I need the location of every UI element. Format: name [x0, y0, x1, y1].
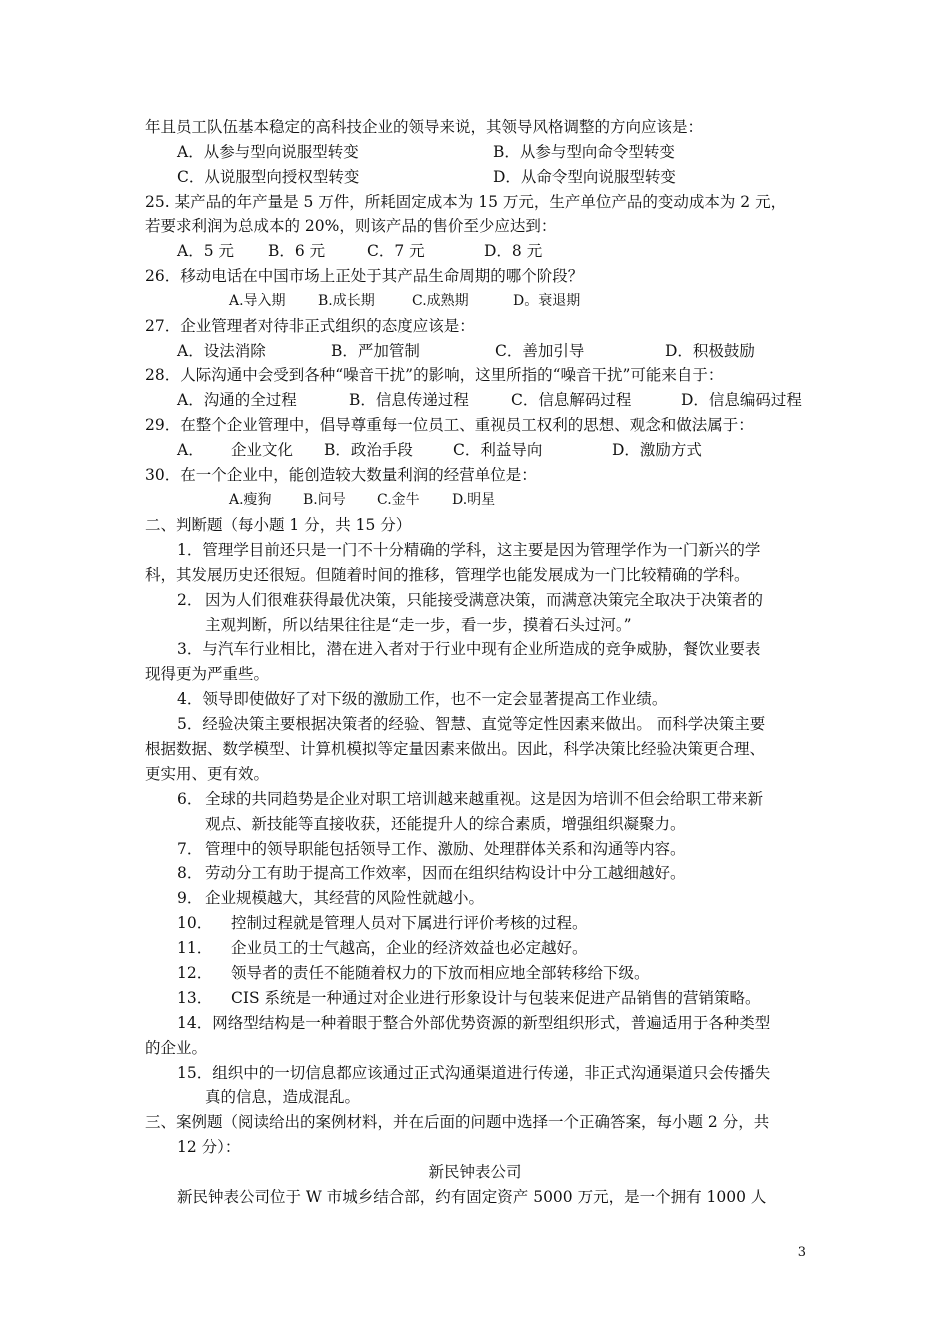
- judgment-number: 10．: [177, 914, 213, 932]
- page-number: 3: [797, 1245, 806, 1260]
- question-25: 25. 某产品的年产量是 5 万件，所耗固定成本为 15 万元，生产单位产品的变动成本为 2 元，: [145, 193, 787, 211]
- judgment-item: CIS 系统是一种通过对企业进行形象设计与包装来促进产品销售的营销策略。: [231, 989, 761, 1007]
- judgment-item: 科，其发展历史还很短。但随着时间的推移，管理学也能发展成为一门比较精确的学科。: [145, 566, 750, 584]
- option-a: A.导入期: [229, 293, 286, 309]
- judgment-item: 全球的共同趋势是企业对职工培训越来越重视。这是因为培训不但会给职工带来新: [205, 790, 764, 808]
- option-c: C．从说服型向授权型转变: [177, 168, 360, 186]
- option-d: D。衰退期: [513, 293, 581, 309]
- option-b: B.问号: [303, 492, 346, 508]
- text-line: 年且员工队伍基本稳定的高科技企业的领导来说，其领导风格调整的方向应该是：: [145, 118, 704, 136]
- judgment-number: 13．: [177, 989, 213, 1007]
- judgment-number: 8．: [177, 864, 203, 882]
- question-26: 26．移动电话在中国市场上正处于其产品生命周期的哪个阶段？: [145, 267, 584, 285]
- judgment-item: 劳动分工有助于提高工作效率，因而在组织结构设计中分工越细越好。: [205, 864, 686, 882]
- judgment-item: 根据数据、数学模型、计算机模拟等定量因素来做出。因此，科学决策比经验决策更合理、: [145, 740, 766, 758]
- option-b: B.成长期: [318, 293, 375, 309]
- judgment-item: 真的信息，造成混乱。: [205, 1088, 361, 1106]
- option-d: D．激励方式: [612, 441, 702, 459]
- judgment-item: 企业规模越大，其经营的风险性就越小。: [205, 889, 485, 907]
- judgment-item: 4．领导即使做好了对下级的激励工作，也不一定会显著提高工作业绩。: [177, 690, 668, 708]
- option-b: B．严加管制: [331, 342, 420, 360]
- judgment-item: 主观判断，所以结果往往是“走一步，看一步，摸着石头过河。”: [205, 616, 632, 634]
- judgment-item: 5．经验决策主要根据决策者的经验、智慧、直觉等定性因素来做出。 而科学决策主要: [177, 715, 766, 733]
- judgment-item: 14．网络型结构是一种着眼于整合外部优势资源的新型组织形式，普遍适用于各种类型: [177, 1014, 771, 1032]
- judgment-item: 企业员工的士气越高，企业的经济效益也必定越好。: [231, 939, 588, 957]
- judgment-number: 6．: [177, 790, 203, 808]
- option-c: C．7 元: [367, 242, 425, 260]
- question-27: 27．企业管理者对待非正式组织的态度应该是：: [145, 317, 475, 335]
- option-a-marker: A．: [177, 441, 204, 459]
- option-b: B．信息传递过程: [349, 391, 469, 409]
- option-a: A．从参与型向说服型转变: [177, 143, 359, 161]
- option-c: C．利益导向: [453, 441, 543, 459]
- judgment-item: 1．管理学目前还只是一门不十分精确的学科，这主要是因为管理学作为一门新兴的学: [177, 541, 761, 559]
- option-d: D．从命令型向说服型转变: [493, 168, 676, 186]
- section-heading: 二、判断题（每小题 1 分，共 15 分）: [145, 516, 412, 534]
- case-title: 新民钟表公司: [428, 1163, 522, 1181]
- option-b: B．从参与型向命令型转变: [493, 143, 675, 161]
- judgment-item: 的企业。: [145, 1039, 208, 1057]
- option-a: A．沟通的全过程: [177, 391, 297, 409]
- judgment-item: 观点、新技能等直接收获，还能提升人的综合素质，增强组织凝聚力。: [205, 815, 686, 833]
- judgment-item: 更实用、更有效。: [145, 765, 270, 783]
- question-30: 30．在一个企业中，能创造较大数量利润的经营单位是：: [145, 466, 537, 484]
- section-heading: 12 分）：: [177, 1138, 241, 1156]
- option-a: A．5 元: [177, 242, 234, 260]
- option-c: C．信息解码过程: [511, 391, 632, 409]
- option-a-text: 企业文化: [231, 441, 294, 459]
- judgment-item: 控制过程就是管理人员对下属进行评价考核的过程。: [231, 914, 588, 932]
- question-29: 29．在整个企业管理中，倡导尊重每一位员工、重视员工权利的思想、观念和做法属于：: [145, 416, 754, 434]
- text-line: 若要求利润为总成本的 20%，则该产品的售价至少应达到：: [145, 217, 557, 235]
- option-b: B．政治手段: [324, 441, 413, 459]
- option-d: D．积极鼓励: [665, 342, 755, 360]
- judgment-number: 2．: [177, 591, 203, 609]
- judgment-number: 12．: [177, 964, 213, 982]
- judgment-item: 15．组织中的一切信息都应该通过正式沟通渠道进行传递，非正式沟通渠道只会传播失: [177, 1064, 771, 1082]
- question-28: 28．人际沟通中会受到各种“噪音干扰”的影响，这里所指的“噪音干扰”可能来自于：: [145, 366, 724, 384]
- option-d: D．信息编码过程: [681, 391, 802, 409]
- judgment-item: 3．与汽车行业相比，潜在进入者对于行业中现有企业所造成的竞争威胁，餐饮业要表: [177, 640, 761, 658]
- case-paragraph: 新民钟表公司位于 W 市城乡结合部，约有固定资产 5000 万元，是一个拥有 1000 人: [177, 1188, 767, 1206]
- option-c: C．善加引导: [495, 342, 585, 360]
- option-c: C.金牛: [377, 492, 420, 508]
- judgment-number: 7．: [177, 840, 203, 858]
- option-d: D.明星: [452, 492, 496, 508]
- section-heading: 三、案例题（阅读给出的案例材料，并在后面的问题中选择一个正确答案，每小题 2 分，共: [145, 1113, 770, 1131]
- option-d: D．8 元: [484, 242, 543, 260]
- judgment-number: 9．: [177, 889, 203, 907]
- option-a: A．设法消除: [177, 342, 266, 360]
- option-b: B．6 元: [268, 242, 326, 260]
- option-c: C.成熟期: [412, 293, 469, 309]
- judgment-item: 领导者的责任不能随着权力的下放而相应地全部转移给下级。: [231, 964, 650, 982]
- judgment-number: 11．: [177, 939, 213, 957]
- judgment-item: 管理中的领导职能包括领导工作、激励、处理群体关系和沟通等内容。: [205, 840, 686, 858]
- judgment-item: 因为人们很难获得最优决策，只能接受满意决策，而满意决策完全取决于决策者的: [205, 591, 764, 609]
- option-a: A.瘦狗: [229, 492, 272, 508]
- judgment-item: 现得更为严重些。: [145, 665, 270, 683]
